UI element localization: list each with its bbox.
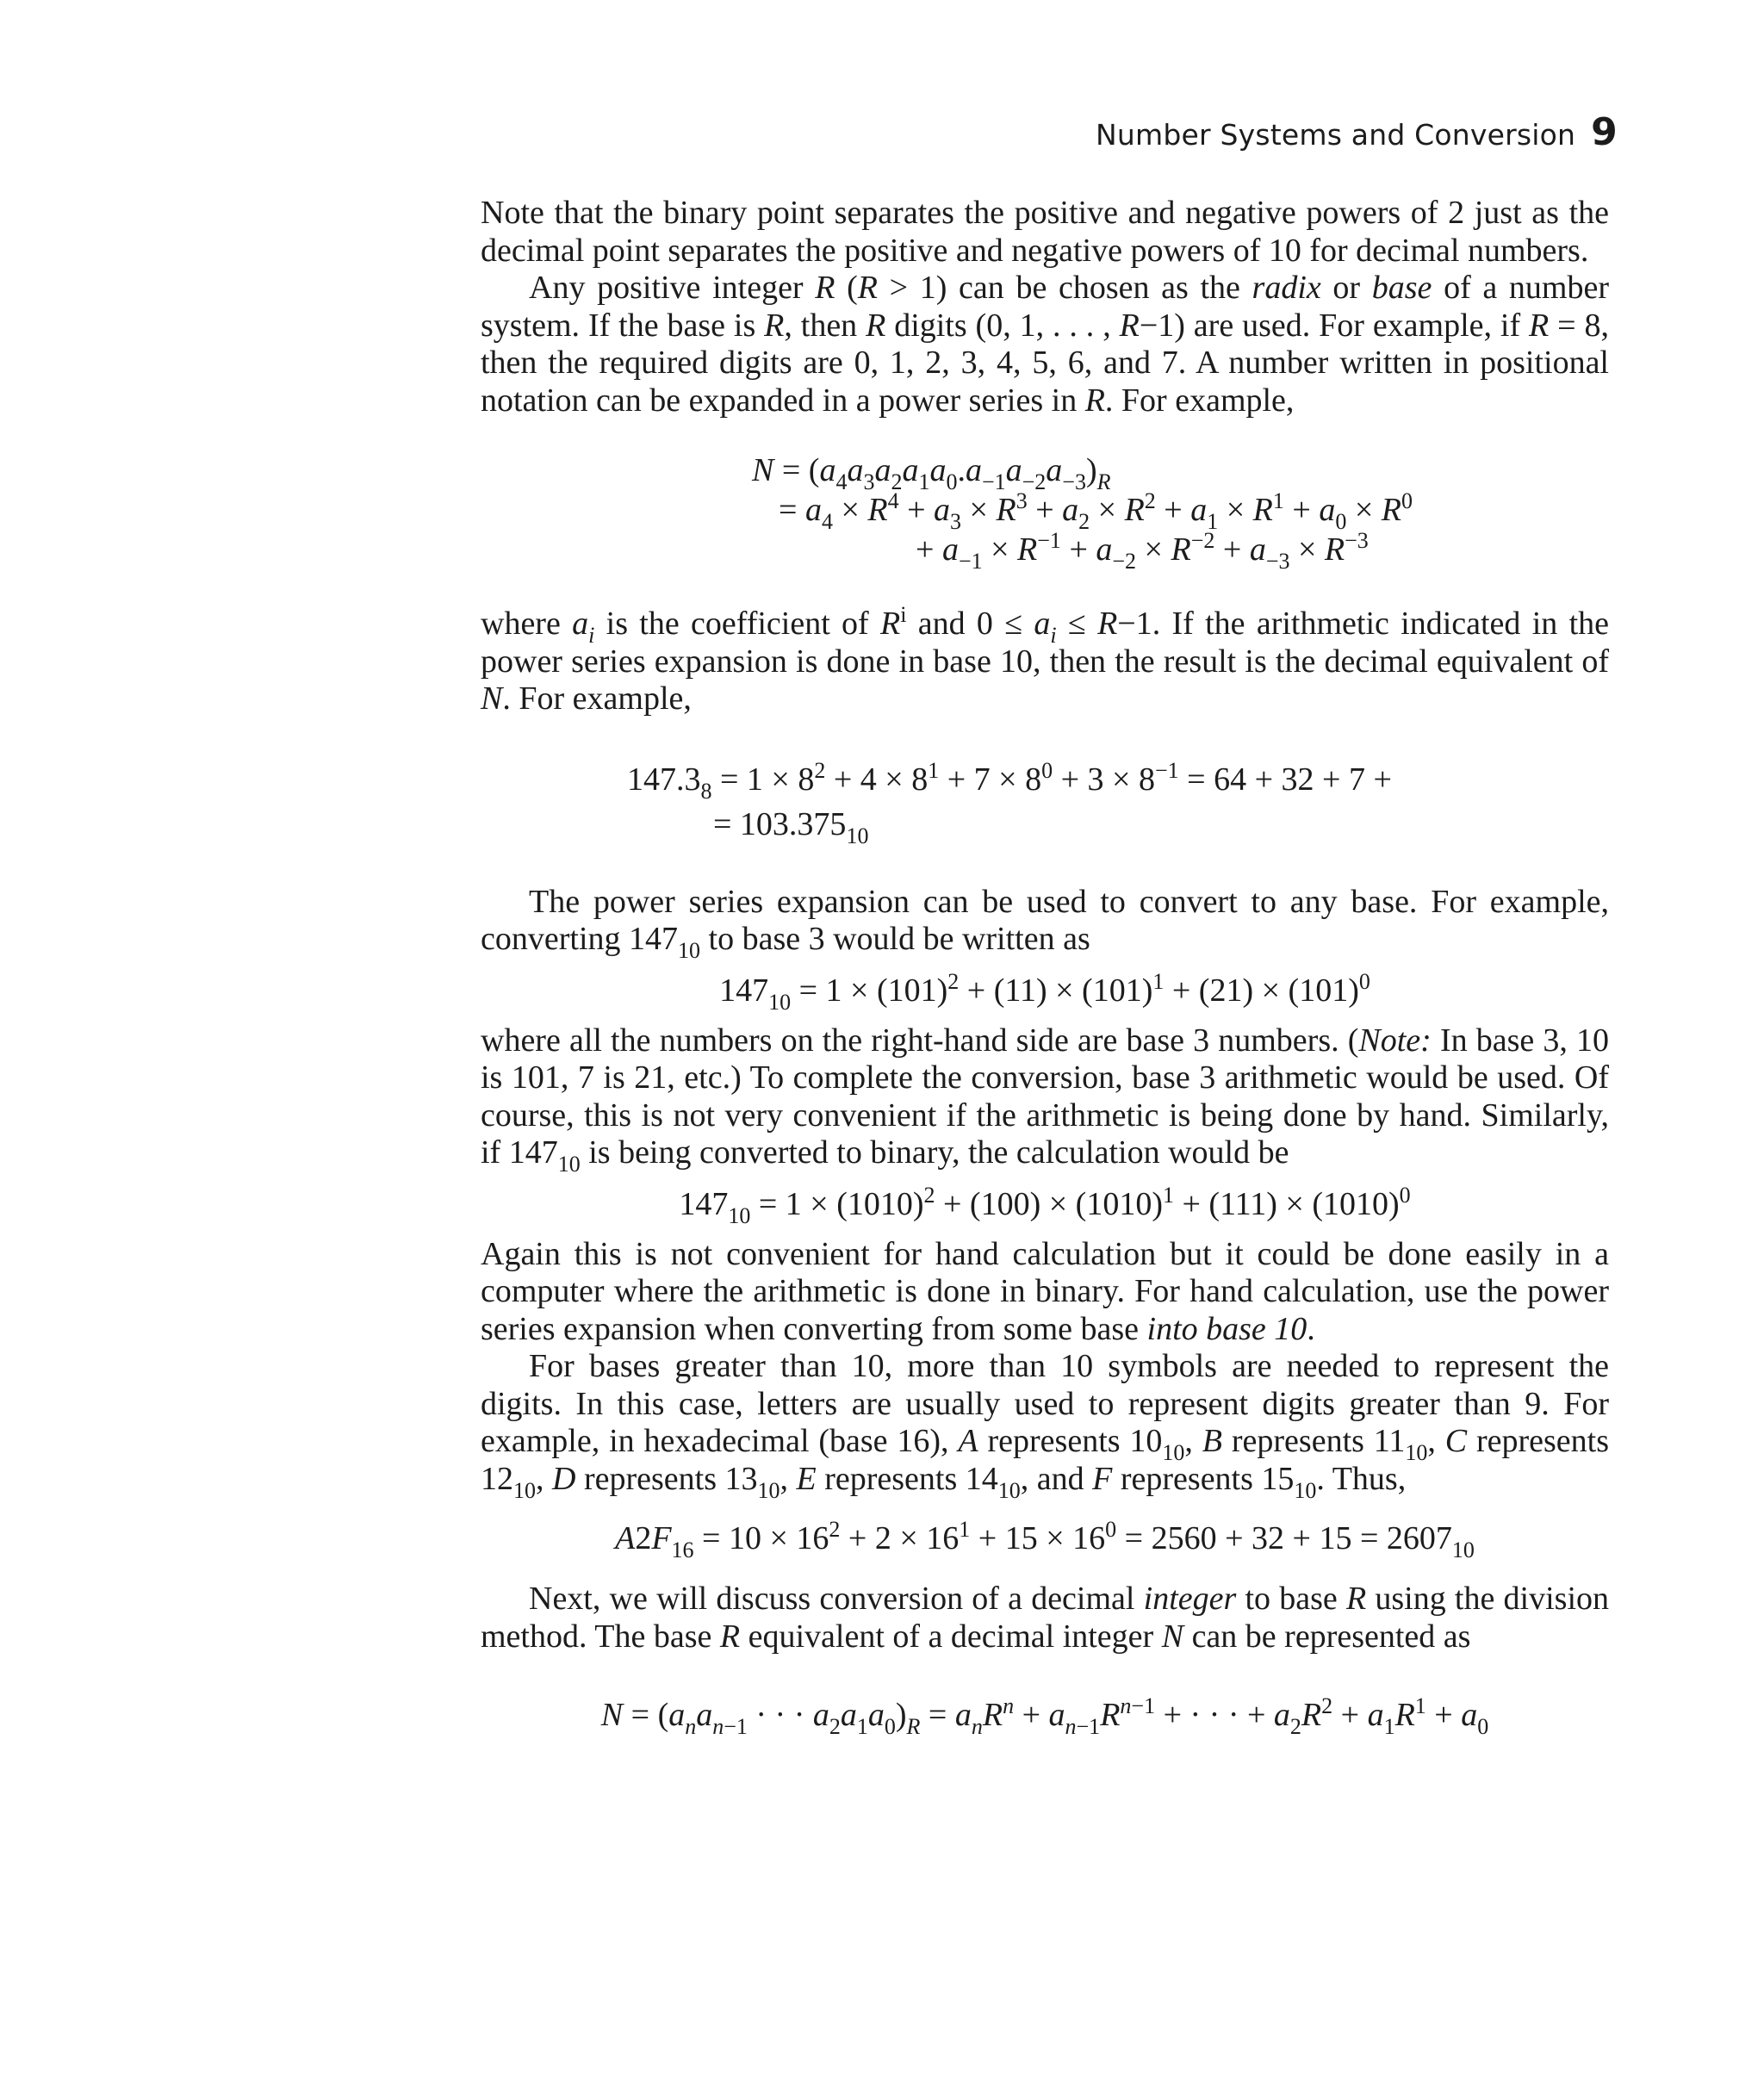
equation-base3: $147_{10} = 1 \times (101)^2 + (11) \times (101)^1 + (21) \times (101)^0$ (719, 968, 1370, 1015)
term-radix: radix (1252, 270, 1321, 306)
equation-general-integer: $N = (a_na_{n-1}$ · · · $a_2a_1a_0)_R = a_nR^n + a_{n-1}R^{n-1}$ + · · · + $a_2R^2 + a_1R^1 + a_0$ (600, 1693, 1489, 1739)
paragraph-hand-calculation: Again this is not convenient for hand calculation but it could be done easily in a computer where the arithmetic is done in binary. For hand calculation, use the power series expansion when converting from some base into base 10. (481, 1235, 1609, 1347)
equation-line-3: + $a_{-1} \times R^{-1} + a_{-2} \times R^{-2} + a_{-3} \times R^{-3}$ (916, 528, 1369, 574)
paragraph-hexadecimal: For bases greater than 10, more than 10 symbols are needed to represent the digits. In this case, letters are usually used to represent digits greater than 9. For example, in hexadecimal (base 16), A represents $10_{10}$, B represents $11_{10}$, C represents $12_{10}$, D represents $13_{10}$, E represents $14_{10}$, and F represents $15_{10}$. Thus, (481, 1348, 1610, 1503)
equation-power-series (481, 450, 1609, 574)
paragraph-binary-point: Note that the binary point separates the positive and negative powers of 2 just as the decimal point separates the positive and negative powers of 10 for decimal numbers. (481, 195, 1609, 269)
equation-octal-line-1: $147.3_8 = 1 \times 8^2 + 4 \times 8^1 + 7 \times 8^0 + 3 \times 8^{-1} = 64 + 32 + 7$ + (627, 757, 1392, 804)
paragraph-convert-any-base: The power series expansion can be used to convert to any base. For example, converting $147_{10}$ to base 3 would be written as (481, 883, 1609, 963)
paragraph-base3-note: where all the numbers on the right-hand side are base 3 numbers. (Note: In base 3, 10 is 101, 7 is 21, etc.) To complete the conversion, base 3 arithmetic would be used. Of course, this is not very convenient if the arithmetic is being done by hand. Similarly, if $147_{10}$ is being converted to binary, the calculation would be (481, 1022, 1609, 1177)
term-base: base (1371, 270, 1432, 306)
running-header (1096, 110, 1618, 154)
page-body (481, 195, 1609, 1747)
paragraph-radix: Any positive integer R (R > 1) can be chosen as the radix or base of a number system. If the base is R, then R digits (0, 1, . . . , R−1) are used. For example, if R = 8, then the required digits are 0, 1, 2, 3, 4, 5, 6, and 7. A number written in positional notation can be expanded in a power series in R. For example, (481, 270, 1609, 419)
equation-line-1: $N = (a_4a_3a_2a_1a_0.a_{-1}a_{-2}a_{-3})_R$ (752, 452, 1111, 494)
equation-octal-line-2: = $103.375_{10}$ (713, 805, 869, 848)
equation-hex: $A2F_{16} = 10 \times 16^2 + 2 \times 16^1 + 15 \times 16^0 = 2560 + 32 + 15 = 2607_{10}$ (615, 1517, 1475, 1562)
equation-binary: $147_{10} = 1 \times (1010)^2 + (100) \times (1010)^1 + (111) \times (1010)^0$ (679, 1182, 1411, 1228)
equation-line-2: = $a_4 \times R^4 + a_3 \times R^3 + a_2 \times R^2 + a_1 \times R^1 + a_0 \times R^0$ (779, 488, 1413, 534)
equation-octal-example (481, 757, 1609, 848)
paragraph-coefficient: where $a_i$ is the coefficient of $R^i$ and $0 \le a_i \le R-1$. If the arithmetic indicated in the power series expansion is done in base 10, then the result is the decimal equivalent of N. For example, (481, 602, 1609, 717)
chapter-title: Number Systems and Conversion (1095, 118, 1576, 152)
page-number: 9 (1591, 110, 1618, 154)
paragraph-division-method: Next, we will discuss conversion of a decimal integer to base R using the division method. The base R equivalent of a decimal integer N can be represented as (481, 1581, 1610, 1655)
